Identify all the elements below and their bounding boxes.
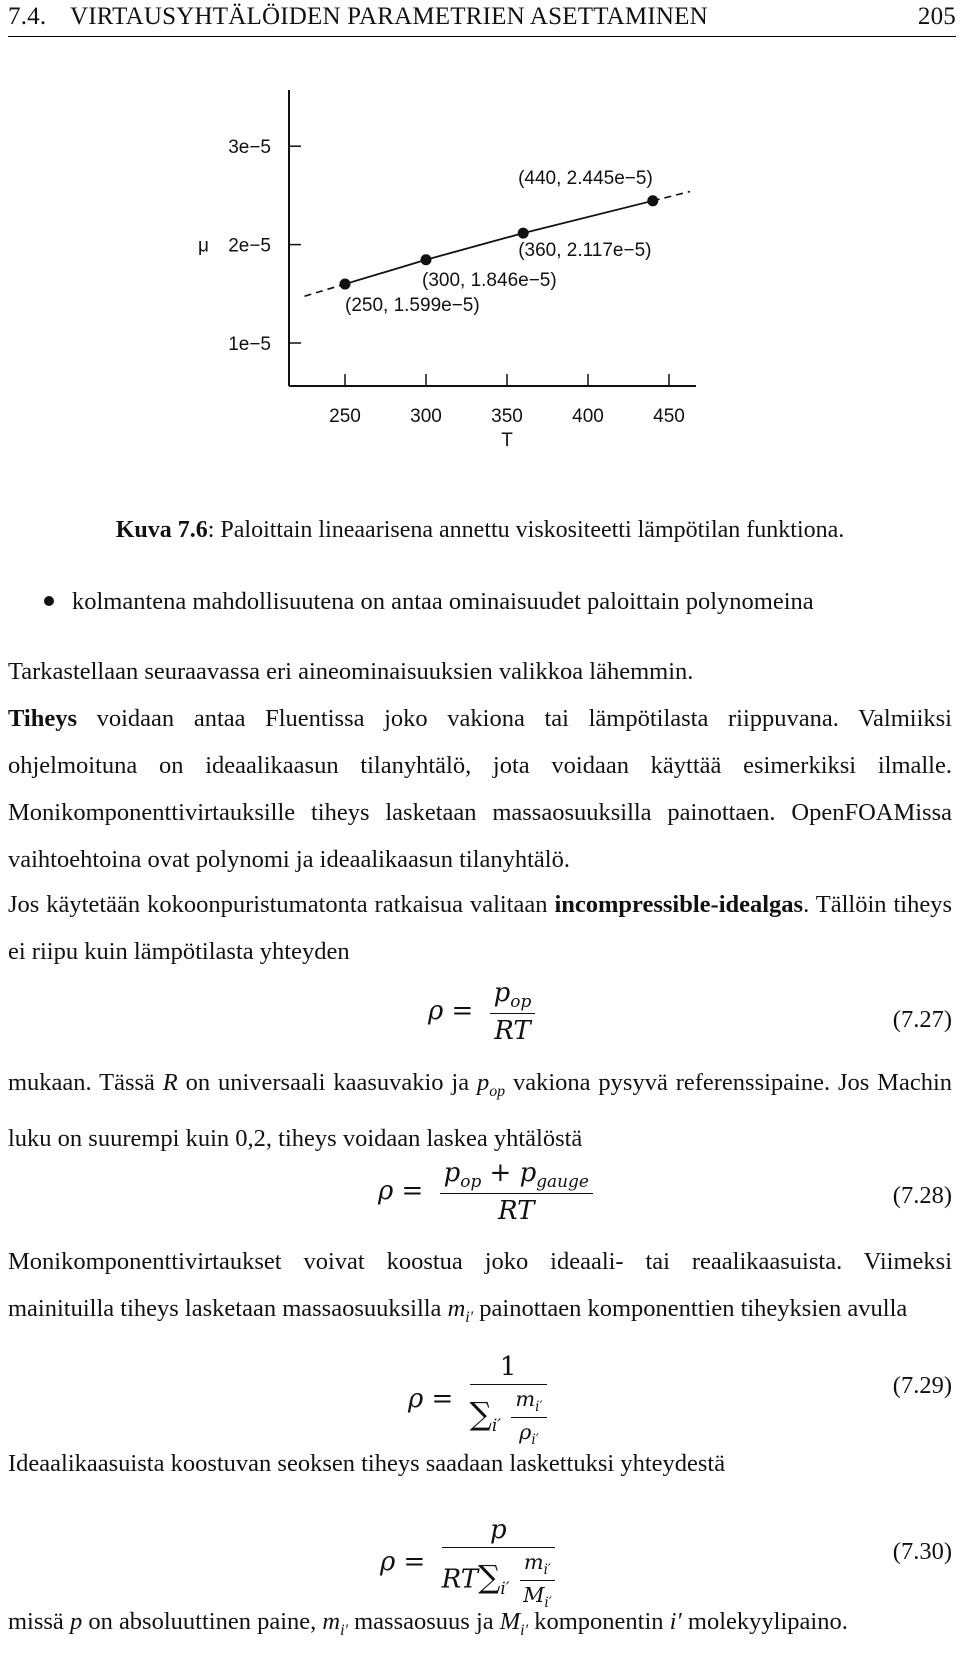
- equation-7-29: ρ = 1 $\sum_{i'}$ $\frac{m_{i'}}{\rho_{i'}}$: [408, 1352, 547, 1448]
- paragraph-mach-b: on universaali kaasuvakio ja: [177, 1069, 477, 1096]
- equation-7-27: ρ = $\frac{p_{op}}{RT}$: [428, 978, 535, 1046]
- paragraph-density: [8, 695, 952, 883]
- section-number: 7.4.: [8, 3, 47, 30]
- equation-7-28: ρ = $\frac{p_{op} + p_{gauge}}{RT}$: [378, 1158, 593, 1226]
- point-label-2: (300, 1.846e−5): [422, 269, 557, 291]
- paragraph-definitions-c: massaosuus ja: [348, 1608, 500, 1635]
- paragraph-incompressible-start: Jos käytetään kokoonpuristumatonta ratkaisua valitaan: [8, 891, 555, 918]
- equation-number-7-29: (7.29): [892, 1372, 952, 1399]
- x-tick-label: 250: [329, 406, 361, 427]
- caption-label: Kuva 7.6: [115, 517, 208, 543]
- extrapolation-right: [653, 192, 690, 201]
- paragraph-incompressible: [8, 881, 952, 975]
- equation-7-30: ρ = p $RT\sum_{i'}$ $\frac{m_{i'}}{M_{i'}}$: [380, 1515, 555, 1611]
- data-point-2: [421, 254, 432, 265]
- paragraph-mach-a: mukaan. Tässä: [8, 1069, 163, 1096]
- bullet-dot: [44, 596, 54, 606]
- y-tick-label: 1e−5: [228, 334, 271, 355]
- paragraph-mach-c: vakiona pysyvä referenssipaine. Jos Machin luku on suurempi kuin 0,2, tiheys voidaan laskea yhtälöstä: [8, 1069, 952, 1152]
- equation-number-7-28: (7.28): [892, 1182, 952, 1209]
- paragraph-density-text: voidaan antaa Fluentissa joko vakiona tai lämpötilasta riippuvana. Valmiiksi ohjelmoituna on ideaalikaasun tilanyhtälö, jota voidaan käyttää esimerkiksi ilmalle. Monikomponenttivirtauksille tiheys lasketaan massaosuuksilla painottaen. OpenFOAMissa vaihtoehtoina ovat polynomi ja ideaalikaasun tilanyhtälö.: [8, 705, 952, 873]
- bullet-item: [44, 588, 814, 616]
- point-label-3: (360, 2.117e−5): [518, 240, 652, 262]
- extrapolation-left: [305, 284, 346, 296]
- paragraph-multicomponent: Monikomponenttivirtaukset voivat koostua joko ideaali- tai reaalikaasuista. Viimeksi mainituilla tiheys lasketaan massaosuuksilla $m_{i'}$ painottaen komponenttien tiheyksien avulla: [8, 1248, 952, 1326]
- x-tick-label: 400: [572, 406, 604, 427]
- point-label-1: (250, 1.599e−5): [345, 295, 480, 317]
- figure-caption: [0, 517, 960, 544]
- paragraph-intro: Tarkastellaan seuraavassa eri aineominaisuuksien valikkoa lähemmin.: [8, 658, 694, 685]
- section-title: VIRTAUSYHTÄLÖIDEN PARAMETRIEN ASETTAMINEN: [70, 3, 708, 30]
- equation-number-7-30: (7.30): [892, 1538, 952, 1565]
- y-tick-label: 2e−5: [228, 235, 271, 257]
- paragraph-ideal-mixture: Ideaalikaasuista koostuvan seoksen tiheys saadaan laskettuksi yhteydestä: [8, 1450, 726, 1477]
- bullet-text: kolmantena mahdollisuutena on antaa ominaisuudet paloittain polynomeina: [72, 588, 814, 615]
- caption-text: : Paloittain lineaarisena annettu viskositeetti lämpötilan funktiona.: [207, 517, 845, 543]
- paragraph-multicomponent-b: painottaen komponenttien tiheyksien avulla: [473, 1295, 908, 1322]
- y-axis-label: μ: [198, 235, 209, 257]
- data-point-3: [518, 228, 529, 239]
- paragraph-multicomponent-a: Monikomponenttivirtaukset voivat koostua joko ideaali- tai reaalikaasuista. Viimeksi mainituilla tiheys lasketaan massaosuuksilla: [8, 1248, 952, 1322]
- data-point-1: [340, 279, 351, 290]
- x-tick-label: 300: [410, 406, 442, 427]
- data-point-4: [647, 195, 658, 206]
- paragraph-definitions-b: on absoluuttinen paine,: [82, 1608, 323, 1635]
- x-axis-label: T: [501, 430, 513, 451]
- paragraph-definitions-d: komponentin: [528, 1608, 670, 1635]
- paragraph-incompressible-end: . Tällöin tiheys ei riipu kuin lämpötilasta yhteyden: [8, 891, 952, 965]
- term-incompressible-ideal-gas: incompressible-idealgas: [554, 891, 804, 918]
- paragraph-definitions-e: molekyylipaino.: [681, 1608, 848, 1635]
- point-label-4: (440, 2.445e−5): [518, 167, 653, 189]
- x-tick-label: 450: [653, 406, 685, 427]
- page-header: [8, 0, 956, 37]
- equation-number-7-27: (7.27): [892, 1006, 952, 1033]
- x-tick-label: 350: [491, 406, 523, 427]
- page-number: 205: [917, 3, 956, 30]
- paragraph-definitions-a: missä: [8, 1608, 70, 1635]
- viscosity-chart: [190, 90, 730, 460]
- y-tick-label: 3e−5: [228, 137, 271, 159]
- paragraph-definitions: missä p on absoluuttinen paine, $m_{i'}$ massaosuus ja $M_{i'}$ komponentin i′ molekyylipaino.: [8, 1608, 848, 1639]
- paragraph-mach: mukaan. Tässä R on universaali kaasuvakio ja $p_{op}$ vakiona pysyvä referenssipaine. Jos Machin luku on suurempi kuin 0,2, tiheys voidaan laskea yhtälöstä: [8, 1069, 952, 1152]
- term-tiheys: Tiheys: [8, 705, 77, 732]
